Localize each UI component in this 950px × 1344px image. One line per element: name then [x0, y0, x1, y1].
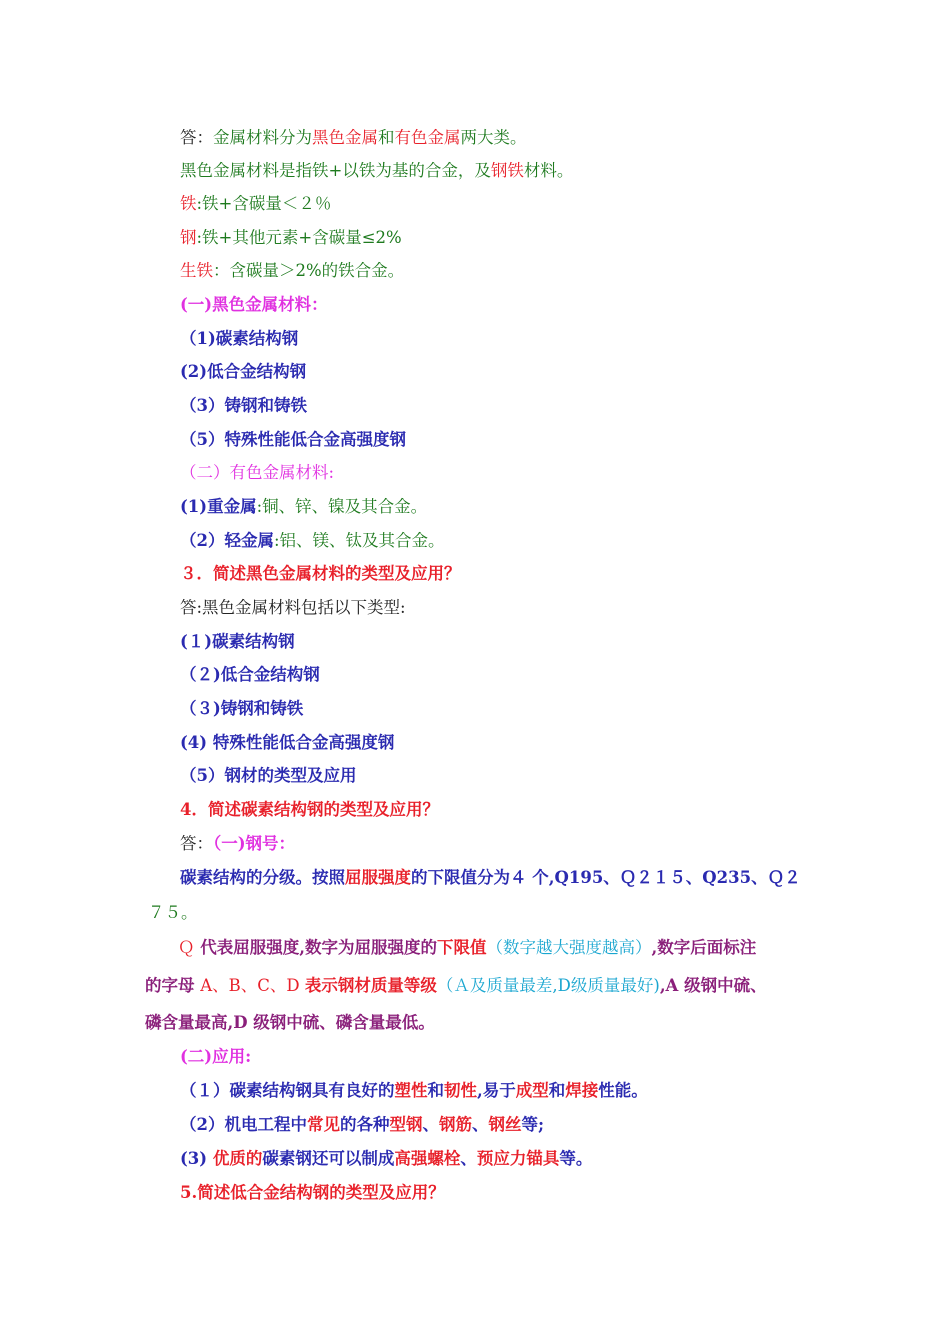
term-nonferrous: 有色金属 [394, 128, 461, 147]
application-item-3: (3) 优质的碳素钢还可以制成高强螺栓、预应力锚具等。 [180, 1149, 593, 1168]
answer-3-intro: 答:黑色金属材料包括以下类型: [180, 598, 406, 617]
list-item: (１)碳素结构钢 [180, 632, 295, 651]
list-item: （5）钢材的类型及应用 [180, 766, 357, 785]
list-item: （3）铸钢和铸铁 [180, 396, 307, 415]
application-item-1: （１）碳素结构钢具有良好的塑性和韧性,易于成型和焊接性能。 [180, 1081, 648, 1100]
answer-prefix: 答： [180, 128, 213, 147]
ferrous-definition-line: 黑色金属材料是指铁+以铁为基的合金，及钢铁材料。 [180, 161, 574, 180]
answer-4-steel-grade: 答：（一)钢号： [180, 834, 296, 853]
list-item: (2)低合金结构钢 [180, 362, 307, 381]
list-item: （２)低合金结构钢 [180, 665, 320, 684]
section-heading-ferrous: (一)黑色金属材料： [180, 295, 328, 314]
list-item: （5）特殊性能低合金高强度钢 [180, 430, 406, 449]
list-item: （1)碳素结构钢 [180, 329, 299, 348]
section-heading-application: (二)应用: [180, 1047, 252, 1066]
grade-classification-line: 碳素结构的分级。按照屈服强度的下限值分为４ 个,Q195、Ｑ２１５、Q235、Ｑ２ [180, 868, 801, 887]
quality-grade-line: 的字母 A、B、C、D 表示钢材质量等级（Ａ及质量最差,D级质量最好),A 级钢中硫、 [145, 976, 767, 995]
heavy-metal-line: (1)重金属:铜、锌、镍及其合金。 [180, 497, 428, 516]
question-5: 5.简述低合金结构钢的类型及应用？ [180, 1183, 445, 1202]
answer-line-metal-classes: 答：金属材料分为黑色金属和有色金属两大类。 [180, 128, 527, 147]
term-ferrous: 黑色金属 [312, 128, 378, 147]
list-item: （３)铸钢和铸铁 [180, 699, 304, 718]
application-item-2: （2）机电工程中常见的各种型钢、钢筋、钢丝等; [180, 1115, 545, 1134]
term-yield-strength: 屈服强度 [345, 868, 411, 887]
pig-iron-definition-line: 生铁：含碳量＞2%的铁合金。 [180, 261, 405, 280]
grade-classification-cont: ７５。 [148, 903, 198, 922]
list-item: (4) 特殊性能低合金高强度钢 [180, 733, 395, 752]
question-4: 4．简述碳素结构钢的类型及应用？ [180, 800, 439, 819]
question-3: ３．简述黑色金属材料的类型及应用？ [180, 564, 461, 583]
q-meaning-line: Ｑ 代表屈服强度,数字为屈服强度的下限值（数字越大强度越高）,数字后面标注 [178, 938, 757, 957]
steel-definition-line: 钢:铁+其他元素+含碳量≤2% [180, 228, 402, 247]
section-heading-nonferrous: （二）有色金属材料: [180, 463, 335, 482]
sulfur-phosphorus-line: 磷含量最高,D 级钢中硫、磷含量最低。 [145, 1013, 435, 1032]
term-steel-iron: 钢铁 [490, 161, 524, 180]
light-metal-line: （2）轻金属:铝、镁、钛及其合金。 [180, 531, 445, 550]
iron-definition-line: 铁:铁+含碳量＜２％ [180, 194, 332, 213]
